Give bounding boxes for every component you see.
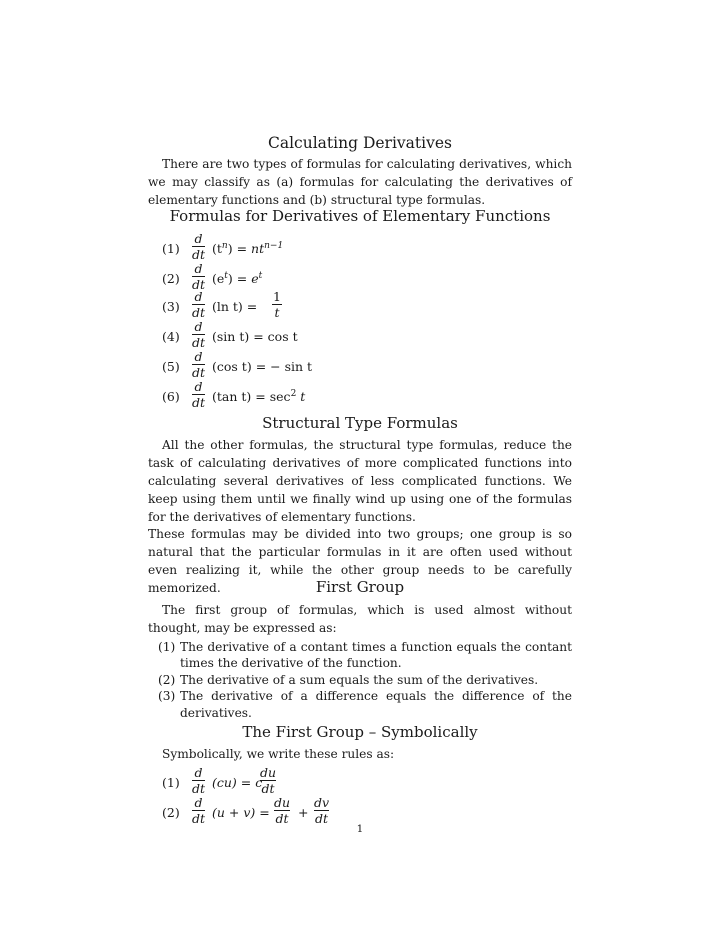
list-item: (3) The derivative of a difference equals the difference of the derivatives. — [158, 689, 572, 720]
section-heading-elementary: Formulas for Derivatives of Elementary Functions — [169, 207, 551, 225]
section-heading-structural: Structural Type Formulas — [262, 414, 458, 432]
formula-3 — [162, 290, 562, 322]
formula-number: (2) — [162, 271, 180, 286]
formula-number: (5) — [162, 359, 180, 374]
formula-number: (4) — [162, 329, 180, 344]
page-title: Calculating Derivatives — [268, 134, 452, 152]
formula-expression: (u + v) = — [212, 805, 270, 820]
formula-number: (2) — [162, 805, 180, 820]
derivative-operator: d dt — [192, 231, 206, 262]
list-item: (2) The derivative of a sum equals the sum of the derivatives. — [158, 672, 539, 687]
formula-expression: $(e^t) = e^t$ — [212, 271, 263, 287]
derivative-operator: d dt — [192, 795, 206, 826]
formula-expression: $(t^n) = nt^{n-1}$ — [212, 241, 284, 257]
derivative-operator: d dt — [192, 319, 206, 350]
formula-expression: (cu) = c — [212, 775, 263, 790]
symbolic-formula-1 — [162, 766, 562, 798]
derivative-operator: d dt — [192, 289, 206, 320]
formula-1 — [162, 232, 562, 264]
first-group-intro: The first group of formulas, which is used almost without thought, may be expressed as: — [148, 603, 572, 635]
intro-paragraph: There are two types of formulas for calculating derivatives, which we may classify as (a) formulas for calculating the derivatives of elementary functions and (b) structural type formulas. — [148, 157, 572, 207]
formula-expression: (cos t) = − sin t — [212, 359, 313, 374]
plus-sign: + — [298, 805, 309, 820]
derivative-operator: d dt — [192, 261, 206, 292]
first-group-list — [158, 639, 572, 721]
formula-4 — [162, 320, 562, 352]
reciprocal-fraction: 1 t — [273, 289, 281, 320]
section-heading-symbolic: The First Group – Symbolically — [242, 723, 478, 741]
formula-5 — [162, 350, 562, 382]
formula-number: (3) — [162, 299, 180, 314]
list-item: (1) The derivative of a contant times a function equals the contant times the derivative of the function. — [158, 640, 572, 671]
du-dt-fraction: du dt — [260, 765, 277, 796]
formula-6 — [162, 380, 562, 412]
formula-expression: (sin t) = cos t — [212, 329, 298, 344]
formula-number: (1) — [162, 775, 180, 790]
formula-number: (1) — [162, 241, 180, 256]
structural-paragraph-1: All the other formulas, the structural type formulas, reduce the task of calculating derivatives of more complicated functions into calculating several derivatives of less complicated functions. We keep using them until we finally wind up using one of the formulas for the derivatives of elementary functions. — [148, 438, 572, 524]
derivative-operator: d dt — [192, 379, 206, 410]
structural-paragraph-2: These formulas may be divided into two groups; one group is so natural that the particular formulas in it are often used without even realizing it, while the other group needs to be carefully memorized. — [148, 527, 572, 595]
formula-number: (6) — [162, 389, 180, 404]
du-dt-fraction: du dt — [274, 795, 291, 826]
dv-dt-fraction: dv dt — [314, 795, 330, 826]
symbolic-intro: Symbolically, we write these rules as: — [162, 747, 395, 761]
section-heading-first-group: First Group — [315, 578, 405, 596]
derivative-operator: d dt — [192, 765, 206, 796]
formula-expression: (tan $t) = \sec^2 t$ — [212, 389, 306, 405]
formula-expression: (ln t) = — [212, 299, 258, 314]
page-number: 1 — [356, 823, 364, 835]
derivative-operator: d dt — [192, 349, 206, 380]
